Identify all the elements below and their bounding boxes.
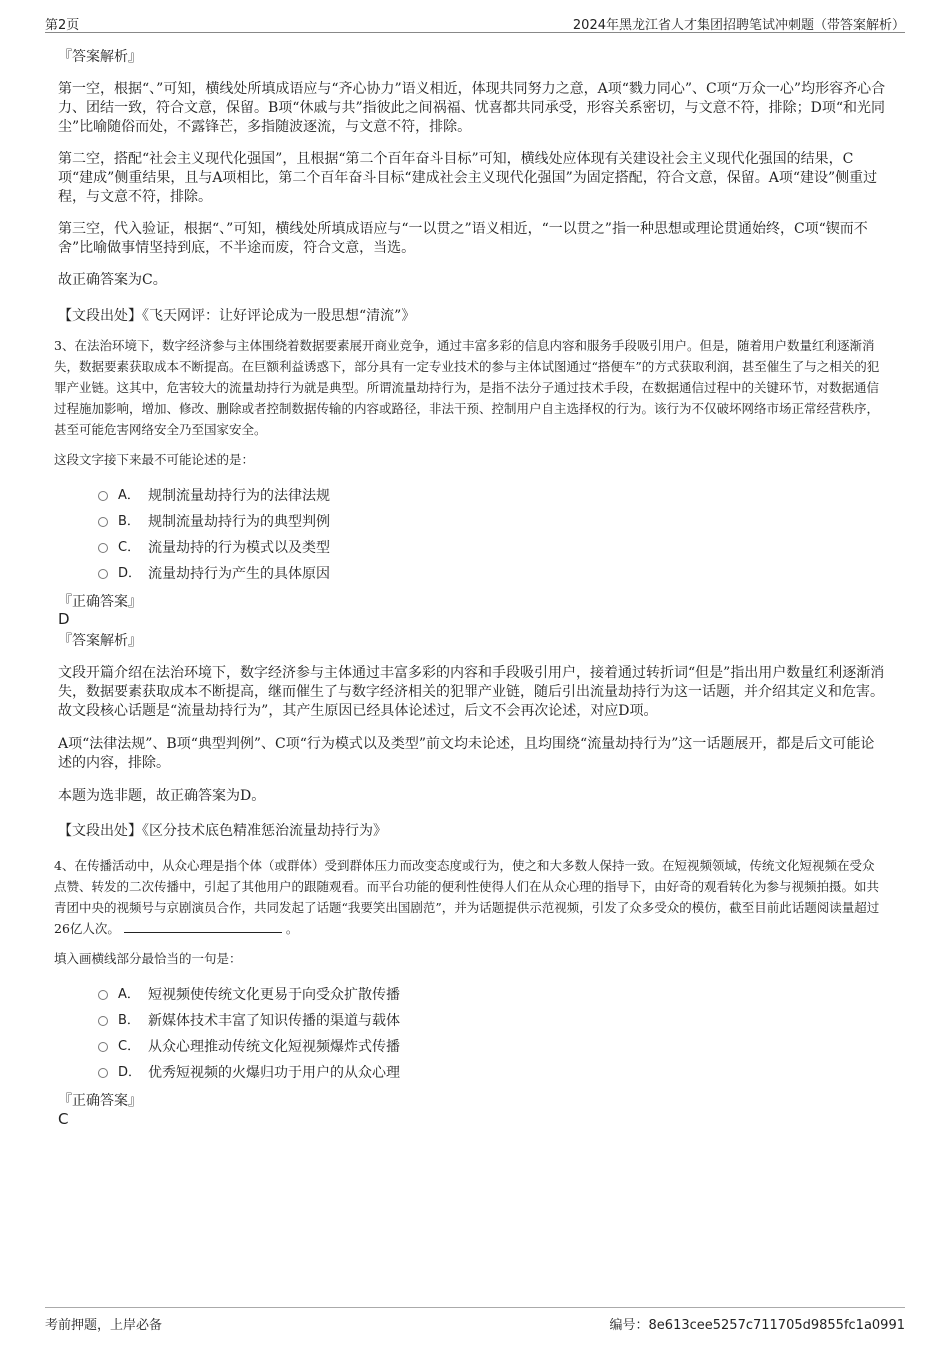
option-a[interactable]: A． 规制流量劫持行为的法律法规 — [98, 487, 330, 505]
option-text: 新媒体技术丰富了知识传播的渠道与载体 — [148, 1013, 400, 1029]
fill-blank — [124, 920, 282, 933]
radio-icon[interactable] — [98, 1016, 108, 1026]
analysis-label: 『答案解析』 — [58, 633, 142, 649]
document-title: 2024年黑龙江省人才集团招聘笔试冲刺题（带答案解析） — [572, 18, 905, 33]
radio-icon[interactable] — [98, 491, 108, 501]
option-text: 规制流量劫持行为的法律法规 — [148, 488, 330, 504]
option-b[interactable]: B． 新媒体技术丰富了知识传播的渠道与载体 — [98, 1012, 400, 1030]
option-text: 流量劫持的行为模式以及类型 — [148, 540, 330, 556]
question-stem: 4、在传播活动中，从众心理是指个体（或群体）受到群体压力而改变态度或行为，使之和大多数人保持一致。在短视频领域，传统文化短视频在受众点赞、转发的二次传播中，引起了其他用户的跟随观看。而平台功能的便利性使得人们在从众心理的指导下，由好奇的观看转化为参与视频拍摄。如共青团中央的视频号与京剧演员合作，共同发起了话题“我要笑出国剧范”，并为话题提供示范视频，引发了众多受众的模仿，截至目前此话题阅读量超过26亿人次。 。 — [54, 858, 880, 936]
option-text: 流量劫持行为产生的具体原因 — [148, 566, 330, 582]
analysis-paragraph: 第三空，代入验证，根据“、”可知，横线处所填成语应与“一以贯之”语义相近，“一以贯之”指一种思想或理论贯通始终，C项“锲而不舍”比喻做事情坚持到底，不半途而废，符合文意，当选。 — [58, 221, 868, 256]
option-text: 从众心理推动传统文化短视频爆炸式传播 — [148, 1039, 400, 1055]
radio-icon[interactable] — [98, 569, 108, 579]
page-header — [45, 12, 905, 33]
option-d[interactable]: D． 流量劫持行为产生的具体原因 — [98, 565, 330, 583]
radio-icon[interactable] — [98, 517, 108, 527]
page-number: 第2页 — [45, 18, 80, 33]
radio-icon[interactable] — [98, 543, 108, 553]
option-b[interactable]: B． 规制流量劫持行为的典型判例 — [98, 513, 330, 531]
analysis-paragraph: 文段开篇介绍在法治环境下，数字经济参与主体通过丰富多彩的内容和手段吸引用户，接着通过转折词“但是”指出用户数量红利逐渐消失，数据要素获取成本不断提高，继而催生了与数字经济相关的犯罪产业链，随后引出流量劫持行为这一话题，并介绍其定义和危害。故文段核心话题是“流量劫持行为”，其产生原因已经具体论述过，后文不会再次论述，对应D项。 — [58, 665, 885, 719]
correct-answer-label: 『正确答案』 — [58, 1093, 142, 1109]
option-d[interactable]: D． 优秀短视频的火爆归功于用户的从众心理 — [98, 1064, 400, 1082]
document-id: 编号：8e613cee5257c711705d9855fc1a0991 — [609, 1318, 905, 1333]
source-citation: 【文段出处】《飞天网评：让好评论成为一股思想“清流”》 — [58, 308, 416, 324]
option-text: 规制流量劫持行为的典型判例 — [148, 514, 330, 530]
option-text: 短视频使传统文化更易于向受众扩散传播 — [148, 987, 400, 1003]
analysis-paragraph: 第一空，根据“、”可知，横线处所填成语应与“齐心协力”语义相近，体现共同努力之意，A项“戮力同心”、C项“万众一心”均形容齐心合力、团结一致，符合文意，保留。B项“休戚与共”指彼此之间祸福、忧喜都共同承受，形容关系密切，与文意不符，排除；D项“和光同尘”比喻随俗而处，不露锋芒，多指随波逐流，与文意不符，排除。 — [58, 81, 886, 135]
correct-answer: C — [58, 1110, 69, 1128]
option-c[interactable]: C． 流量劫持的行为模式以及类型 — [98, 539, 330, 557]
correct-answer-label: 『正确答案』 — [58, 594, 142, 610]
option-c[interactable]: C． 从众心理推动传统文化短视频爆炸式传播 — [98, 1038, 400, 1056]
correct-answer: D — [58, 610, 70, 628]
analysis-paragraph: 第二空，搭配“社会主义现代化强国”，且根据“第二个百年奋斗目标”可知，横线处应体现有关建设社会主义现代化强国的结果，C项“建成”侧重结果，且与A项相比，第二个百年奋斗目标“建成社会主义现代化强国”为固定搭配，符合文意，保留。A项“建设”侧重过程，与文意不符，排除。 — [58, 151, 878, 205]
radio-icon[interactable] — [98, 1042, 108, 1052]
radio-icon[interactable] — [98, 1068, 108, 1078]
analysis-paragraph: A项“法律法规”、B项“典型判例”、C项“行为模式以及类型”前文均未论述，且均围绕“流量劫持行为”这一话题展开，都是后文可能论述的内容，排除。 — [58, 736, 875, 771]
analysis-label: 『答案解析』 — [58, 49, 142, 65]
source-citation: 【文段出处】《区分技术底色精准惩治流量劫持行为》 — [58, 823, 387, 839]
radio-icon[interactable] — [98, 990, 108, 1000]
analysis-conclusion: 本题为选非题，故正确答案为D。 — [58, 788, 266, 804]
option-text: 优秀短视频的火爆归功于用户的从众心理 — [148, 1065, 400, 1081]
question-stem: 3、在法治环境下，数字经济参与主体围绕着数据要素展开商业竞争，通过丰富多彩的信息内容和服务手段吸引用户。但是，随着用户数量红利逐渐消失，数据要素获取成本不断提高。在巨额利益诱惑下，部分具有一定专业技术的参与主体试图通过“搭便车”的方式获取利润，甚至催生了与之相关的犯罪产业链。这其中，危害较大的流量劫持行为就是典型。所谓流量劫持行为，是指不法分子通过技术手段，在数据通信过程中的关键环节，对数据通信过程施加影响，增加、修改、删除或者控制数据传输的内容或路径，非法干预、控制用户自主选择权的行为。该行为不仅破坏网络市场正常经营秩序，甚至可能危害网络安全乃至国家安全。 — [54, 338, 880, 437]
question-prompt: 填入画横线部分最恰当的一句是： — [54, 951, 242, 966]
page-footer — [45, 1307, 905, 1332]
option-a[interactable]: A． 短视频使传统文化更易于向受众扩散传播 — [98, 986, 400, 1004]
footer-slogan: 考前押题，上岸必备 — [45, 1318, 163, 1333]
question-prompt: 这段文字接下来最不可能论述的是： — [54, 452, 255, 467]
analysis-conclusion: 故正确答案为C。 — [58, 272, 167, 288]
